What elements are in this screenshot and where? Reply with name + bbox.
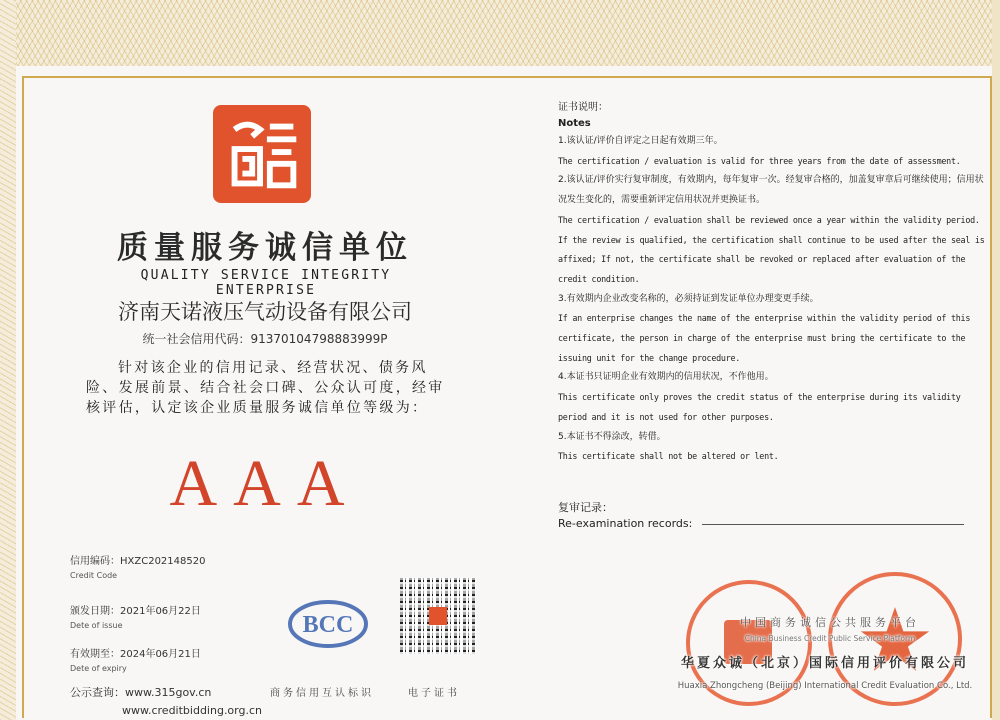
expiry-date-label-en: Dete of expiry — [70, 664, 127, 673]
decorative-border-right — [992, 0, 1000, 720]
issue-date — [70, 602, 201, 630]
expiry-date — [70, 645, 201, 673]
credit-code-value: 信用编码：HXZC202148520 — [70, 556, 206, 567]
platform-name: 中国商务诚信公共服务平台 — [740, 616, 920, 629]
note-1-en: The certification / evaluation is valid for three years from the date of assessment. — [558, 155, 961, 166]
platform-name-en: China Business Credit Public Service Platform — [744, 634, 916, 643]
note-3-en: If an enterprise changes the name of the enterprise within the validity period of this certificate, the person in charge of the enterprise must bring the certificate to the issuing unit for the change procedure. — [558, 313, 971, 363]
decorative-border-top — [0, 0, 1000, 66]
company-name: 济南天诺液压气动设备有限公司 — [118, 300, 412, 324]
certification-statement: 针对该企业的信用记录、经营状况、债务风险、发展前景、结合社会口碑、公众认可度，经审核评估，认定该企业质量服务诚信单位等级为： — [86, 360, 445, 416]
lookup-url-1: 公示查询：www.315gov.cn — [70, 686, 212, 699]
credit-seal-logo-icon — [213, 105, 311, 203]
note-4-cn: 4.本证书只证明企业有效期内的信用状况，不作他用。 — [558, 372, 774, 383]
decorative-border-left — [0, 0, 16, 720]
note-3-cn: 3.有效期内企业改变名称的，必须持证到发证单位办理变更手续。 — [558, 293, 819, 304]
note-5-en: This certificate shall not be altered or lent. — [558, 451, 779, 462]
note-2-cn: 2.该认证/评价实行复审制度，有效期内，每年复审一次。经复审合格的，加盖复审章后可继续使用；信用状况发生变化的，需要重新评定信用状况并更换证书。 — [558, 175, 984, 206]
note-5-cn: 5.本证书不得涂改，转借。 — [558, 431, 666, 442]
reexam-label-cn: 复审记录： — [558, 501, 613, 514]
bcc-label: 商务信用互认标识 — [270, 688, 374, 699]
qr-code[interactable] — [400, 578, 476, 654]
notes-heading-en: Notes — [558, 118, 591, 129]
note-1-cn: 1.该认证/评价自评定之日起有效期三年。 — [558, 136, 723, 146]
reexam-signature-line — [702, 524, 964, 525]
expiry-date-value: 有效期至：2024年06月21日 — [70, 649, 201, 660]
notes-heading-cn: 证书说明： — [558, 102, 608, 113]
lookup-url-2: www.creditbidding.org.cn — [122, 704, 262, 717]
credit-grade: AAA — [169, 447, 361, 520]
credit-code — [70, 552, 205, 580]
reexam-label-en: Re-examination records: — [558, 517, 693, 530]
note-4-en: This certificate only proves the credit status of the enterprise during its validity period and it is not used for other purposes. — [558, 392, 961, 422]
qr-label: 电子证书 — [408, 688, 460, 699]
issue-date-label-en: Dete of issue — [70, 621, 123, 630]
bcc-logo — [286, 596, 370, 652]
note-2-en: The certification / evaluation shall be reviewed once a year within the validity period. If the review is qualified, the certification shall continue to be used after the seal is affixed; If not, the certificate shall be revoked or replaced after evaluation of the credit condition. — [558, 214, 985, 284]
notes-section — [558, 100, 988, 467]
lookup-urls — [70, 684, 262, 720]
certificate-title-en: QUALITY SERVICE INTEGRITY ENTERPRISE — [140, 268, 392, 298]
qr-logo-icon — [429, 607, 447, 625]
issue-date-value: 颁发日期：2021年06月22日 — [70, 606, 201, 617]
issuer-name-en: Huaxia Zhongcheng (Beijing) International Credit Evaluation Co., Ltd. — [677, 681, 973, 691]
bcc-logo-text: BCC — [302, 612, 354, 638]
unified-social-credit-code: 统一社会信用代码：91370104798883999P — [142, 332, 388, 346]
reexam-records — [558, 500, 692, 532]
issuer-name: 华夏众诚（北京）国际信用评价有限公司 — [680, 656, 969, 671]
credit-code-label-en: Credit Code — [70, 571, 118, 580]
certificate-title: 质量服务诚信单位 — [117, 230, 413, 266]
